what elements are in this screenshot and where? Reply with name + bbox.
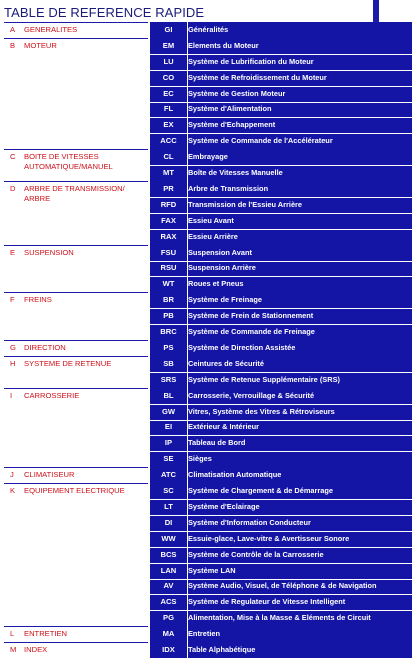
section-code: CL [163, 152, 174, 162]
section-code: EC [163, 88, 174, 98]
section-title [24, 391, 79, 401]
section-entry-title: Système d'Information Conducteur [188, 517, 311, 527]
section-code: CO [162, 72, 175, 82]
section-label[interactable] [10, 629, 67, 639]
quick-reference-table [0, 22, 412, 658]
section-entry-title: Système de Direction Assistée [188, 343, 296, 352]
section-entry-title: Embrayage [188, 152, 228, 162]
section-a [0, 22, 412, 38]
toc-row-sc[interactable] [150, 483, 412, 499]
section-d [0, 181, 412, 245]
section-entry-title: Essuie-glace, Lave-vitre & Avertisseur Sonore [188, 533, 350, 543]
section-code: ACS [160, 597, 177, 607]
section-entry-title: Suspension Arrière [188, 263, 256, 273]
section-title [24, 645, 47, 655]
toc-row-rax[interactable] [150, 229, 412, 245]
toc-row-se[interactable] [150, 451, 412, 467]
section-code: SB [163, 358, 174, 368]
section-label-cell [4, 245, 148, 293]
section-entry-title: Système de Chargement & de Démarrage [188, 486, 333, 496]
section-label-cell [4, 388, 148, 468]
section-entry-title: Arbre de Transmission [188, 184, 269, 193]
section-entry-title: Table Alphabétique [188, 645, 256, 655]
section-code: RSU [160, 263, 177, 273]
section-code: LU [163, 56, 174, 66]
section-entry-title: Extérieur & Intérieur [188, 422, 260, 432]
section-title-line: ARBRE [24, 193, 51, 203]
section-e [0, 245, 412, 293]
section-entry-title: Système de Refroidissement du Moteur [188, 72, 327, 82]
section-m [0, 642, 412, 658]
section-entry-title: Ceintures de Sécurité [188, 358, 264, 368]
toc-row-lt[interactable] [150, 499, 412, 515]
section-label[interactable] [10, 645, 47, 655]
toc-row-ip[interactable] [150, 435, 412, 451]
section-letter: M [10, 645, 17, 655]
toc-row-gi[interactable] [150, 22, 412, 38]
section-code: EM [162, 40, 175, 50]
section-code: WT [162, 279, 175, 289]
section-entry-title: Système de Frein de Stationnement [188, 311, 314, 321]
section-label[interactable] [10, 486, 125, 496]
section-entry-title: Essieu Arrière [188, 231, 238, 241]
section-entry-title: Système LAN [188, 565, 236, 575]
section-code: ACC [160, 136, 177, 146]
toc-row-fax[interactable] [150, 213, 412, 229]
section-code: DI [164, 517, 173, 527]
section-title [24, 248, 74, 258]
section-entry-title: Système de Commande de l'Accélérateur [188, 136, 333, 146]
section-title [24, 343, 66, 353]
section-code: SC [163, 486, 174, 496]
section-title-line: ARBRE DE TRANSMISSION/ [24, 184, 125, 193]
section-title [24, 184, 125, 203]
section-entry-title: Système de Gestion Moteur [188, 88, 286, 98]
toc-row-ww[interactable] [150, 531, 412, 547]
section-entry-title: Roues et Pneus [188, 279, 244, 289]
toc-row-mt[interactable] [150, 165, 412, 181]
section-letter: E [10, 247, 16, 257]
section-entry-title: Boîte de Vitesses Manuelle [188, 168, 283, 178]
section-letter: H [10, 358, 16, 368]
section-entry-title: Elements du Moteur [188, 40, 259, 50]
section-entry-title: Suspension Avant [188, 247, 252, 257]
section-code: FAX [161, 215, 176, 225]
section-code: EX [163, 120, 174, 130]
section-title-line: BOITE DE VITESSES [24, 152, 99, 162]
toc-row-bcs[interactable] [150, 547, 412, 563]
section-code: PR [163, 184, 174, 193]
toc-row-rsu[interactable] [150, 260, 412, 276]
section-title [24, 152, 113, 171]
section-title-line: GENERALITES [24, 25, 78, 34]
section-code: PB [163, 311, 174, 321]
section-title [24, 629, 67, 639]
section-letter: D [10, 184, 16, 193]
section-title-line: INDEX [24, 645, 48, 655]
toc-row-sb[interactable] [150, 356, 412, 372]
section-entry-title: Carrosserie, Verrouillage & Sécurité [188, 390, 315, 400]
toc-row-ec[interactable] [150, 86, 412, 102]
section-title [24, 25, 77, 35]
toc-row-pr[interactable] [150, 181, 412, 197]
section-label-cell [4, 642, 148, 658]
section-label[interactable] [10, 470, 75, 480]
section-entry-title: Système de Commande de Freinage [188, 327, 315, 337]
section-entry-title: Système de Lubrification du Moteur [188, 56, 314, 66]
toc-row-lan[interactable] [150, 563, 412, 579]
section-title-line: MOTEUR [24, 40, 57, 50]
section-entry-title: Essieu Avant [188, 215, 234, 225]
section-code: RFD [160, 199, 177, 209]
section-title [24, 486, 125, 496]
section-label-cell [4, 483, 148, 626]
toc-row-srs[interactable] [150, 372, 412, 388]
section-code: WW [161, 533, 176, 543]
section-i [0, 388, 412, 468]
toc-row-bl[interactable] [150, 388, 412, 404]
section-title-line: CARROSSERIE [24, 390, 80, 400]
section-entry-title: Système de Freinage [188, 295, 262, 305]
section-label-cell [4, 38, 148, 149]
section-entry-title: Système d'Alimentation [188, 104, 272, 114]
section-title-line: SYSTEME DE RETENUE [24, 358, 112, 368]
section-letter: J [10, 470, 14, 480]
section-title [24, 41, 57, 51]
section-letter: A [10, 25, 16, 34]
page-title: TABLE DE REFERENCE RAPIDE [4, 5, 205, 20]
section-code: IP [164, 438, 173, 448]
section-code: MT [163, 168, 174, 178]
section-code: BCS [160, 549, 177, 559]
section-code: GI [164, 25, 173, 34]
section-title-line: AUTOMATIQUE/MANUEL [24, 161, 113, 171]
section-entry-title: Généralités [188, 25, 229, 34]
section-code: BRC [160, 327, 177, 337]
section-code: MA [162, 629, 175, 639]
section-letter: K [10, 486, 16, 496]
section-code: GW [161, 406, 176, 416]
section-code: PG [163, 613, 174, 623]
toc-row-cl[interactable] [150, 149, 412, 165]
section-code: AV [163, 581, 174, 591]
section-entry-title: Système Audio, Visuel, de Téléphone & de Navigation [188, 581, 377, 591]
toc-row-fsu[interactable] [150, 245, 412, 261]
section-b [0, 38, 412, 149]
section-code: LT [164, 501, 173, 511]
section-code: FL [163, 104, 174, 114]
section-entry-title: Climatisation Automatique [188, 470, 282, 480]
section-entry-title: Tableau de Bord [188, 438, 246, 448]
section-entry-title: Système d'Echappement [188, 120, 276, 130]
section-title [24, 359, 111, 369]
section-title-line: SUSPENSION [24, 247, 74, 257]
section-label-cell [4, 149, 148, 181]
toc-row-av[interactable] [150, 578, 412, 594]
toc-row-br[interactable] [150, 292, 412, 308]
header-accent-bar [373, 0, 379, 22]
toc-row-wt[interactable] [150, 276, 412, 292]
section-code: SRS [160, 374, 177, 384]
section-code: IDX [162, 645, 175, 655]
section-label[interactable] [10, 184, 125, 203]
section-h [0, 356, 412, 388]
toc-row-acc[interactable] [150, 133, 412, 149]
section-f [0, 292, 412, 340]
section-code: LAN [160, 565, 177, 575]
section-title-line: EQUIPEMENT ELECTRIQUE [24, 486, 125, 496]
section-label-cell [4, 181, 148, 245]
section-code: FSU [160, 247, 177, 257]
section-title-line: CLIMATISEUR [24, 470, 75, 480]
toc-row-ps[interactable] [150, 340, 412, 356]
section-entry-title: Entretien [188, 629, 221, 639]
toc-row-di[interactable] [150, 515, 412, 531]
section-label[interactable] [10, 343, 66, 353]
toc-row-ei[interactable] [150, 419, 412, 435]
toc-row-ex[interactable] [150, 117, 412, 133]
section-letter: G [10, 343, 16, 352]
toc-row-acs[interactable] [150, 594, 412, 610]
section-letter: F [10, 295, 15, 305]
toc-row-fl[interactable] [150, 101, 412, 117]
section-j [0, 467, 412, 483]
section-l [0, 626, 412, 642]
section-k [0, 483, 412, 626]
section-label-cell [4, 22, 148, 38]
section-title-line: ENTRETIEN [24, 629, 68, 639]
section-c [0, 149, 412, 181]
section-title [24, 470, 75, 480]
toc-row-idx[interactable] [150, 642, 412, 658]
section-label[interactable] [10, 152, 113, 171]
section-label-cell [4, 340, 148, 356]
section-code: PS [163, 343, 174, 352]
toc-row-em[interactable] [150, 38, 412, 54]
toc-row-atc[interactable] [150, 467, 412, 483]
section-label[interactable] [10, 25, 77, 35]
section-label-cell [4, 626, 148, 642]
toc-row-gw[interactable] [150, 404, 412, 420]
section-entry-title: Vitres, Système des Vitres & Rétroviseurs [188, 406, 335, 416]
section-code: EI [164, 422, 173, 432]
section-letter: I [10, 390, 13, 400]
section-label-cell [4, 292, 148, 340]
section-label[interactable] [10, 391, 79, 401]
section-entry-title: Système de Retenue Supplémentaire (SRS) [188, 374, 340, 384]
section-code: RAX [160, 231, 177, 241]
section-entry-title: Sièges [188, 454, 212, 464]
toc-row-co[interactable] [150, 70, 412, 86]
toc-row-lu[interactable] [150, 54, 412, 70]
section-code: BR [163, 295, 174, 305]
section-entry-title: Système de Regulateur de Vitesse Intelligent [188, 597, 346, 607]
section-letter: L [10, 629, 15, 639]
toc-row-brc[interactable] [150, 324, 412, 340]
section-label-cell [4, 467, 148, 483]
toc-row-ma[interactable] [150, 626, 412, 642]
section-entry-title: Alimentation, Mise à la Masse & Eléments de Circuit [188, 613, 371, 623]
section-label[interactable] [10, 295, 52, 305]
toc-row-pg[interactable] [150, 610, 412, 626]
section-code: BL [163, 390, 174, 400]
section-label[interactable] [10, 248, 74, 258]
section-letter: B [10, 40, 16, 50]
section-letter: C [10, 152, 16, 162]
section-code: SE [163, 454, 174, 464]
toc-row-pb[interactable] [150, 308, 412, 324]
section-label-cell [4, 356, 148, 388]
section-label[interactable] [10, 359, 111, 369]
section-title [24, 295, 52, 305]
section-entry-title: Système de Contrôle de la Carrosserie [188, 549, 324, 559]
section-g [0, 340, 412, 356]
section-label[interactable] [10, 41, 57, 51]
section-title-line: FREINS [24, 295, 52, 305]
section-title-line: DIRECTION [24, 343, 66, 352]
section-entry-title: Système d'Eclairage [188, 501, 260, 511]
section-code: ATC [160, 470, 177, 480]
section-entry-title: Transmission de l'Essieu Arrière [188, 199, 303, 209]
toc-row-rfd[interactable] [150, 197, 412, 213]
